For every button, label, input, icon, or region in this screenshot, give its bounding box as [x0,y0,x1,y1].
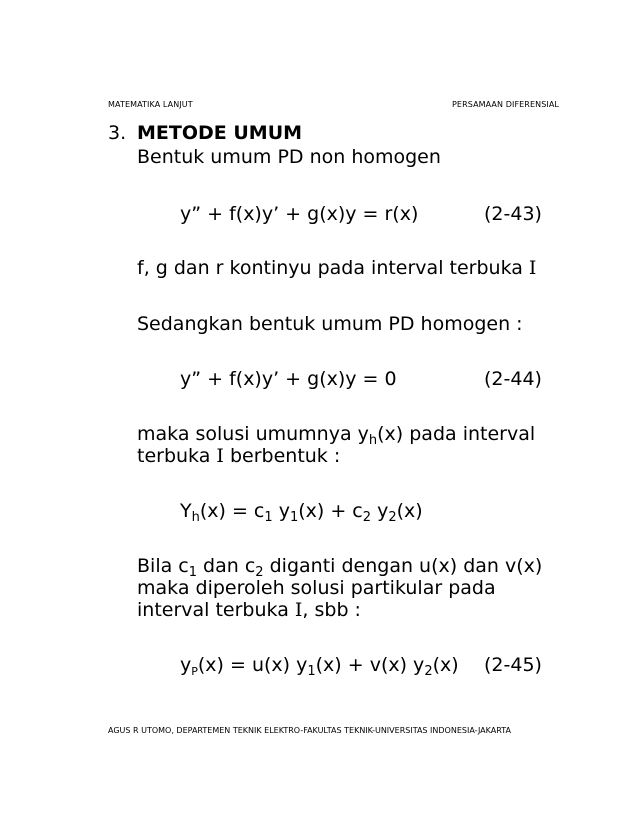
eq-part: (x) = c [199,500,265,522]
paragraph-particular-line2: maka diperoleh solusi partikular pada [137,577,496,599]
footer-text: AGUS R UTOMO, DEPARTEMEN TEKNIK ELEKTRO-FAKULTAS TEKNIK-UNIVERSITAS INDONESIA-JAKARTA [108,726,511,735]
text-part: Bila c [137,555,189,577]
interval-symbol: I [216,445,224,467]
eq-sub: 1 [307,664,316,679]
section-number: 3. [108,122,127,144]
eq-sub: h [191,510,200,525]
header-left: MATEMATIKA LANJUT [108,100,193,109]
paragraph-homogen: Sedangkan bentuk umum PD homogen : [137,313,523,335]
continuity-text: f, g dan r kontinyu pada interval terbuka [137,257,529,279]
interval-symbol: I [294,599,303,621]
eq-part: (x) = u(x) y [197,654,308,676]
paragraph-particular-line1 [137,555,543,580]
text-part: terbuka [137,445,217,467]
subscript: 1 [188,565,198,580]
text-part: maka solusi umumnya y [137,423,369,445]
eq-sub: 1 [264,510,273,525]
eq-part: (x) [396,500,423,522]
text-part: (x) pada interval [377,423,536,445]
eq-part: (x) [432,654,459,676]
equation-2-43: y” + f(x)y’ + g(x)y = r(x) [180,203,419,225]
eq-part: Y [180,500,192,522]
text-part: , sbb : [302,599,361,621]
equation-tag-2-44: (2-44) [484,368,542,390]
eq-part: (x) + c [298,500,363,522]
equation-homogeneous-solution [180,500,423,525]
equation-tag-2-45: (2-45) [484,654,542,676]
equation-tag-2-43: (2-43) [484,203,542,225]
eq-part: y [272,500,290,522]
eq-sub: 2 [388,510,397,525]
paragraph-general-solution-line2 [137,445,340,467]
section-title: METODE UMUM [137,122,303,144]
subscript: h [368,433,378,448]
equation-2-45 [180,654,459,679]
paragraph-continuity [137,257,536,279]
eq-sub: P [191,665,198,678]
eq-part: y [180,654,192,676]
text-part: diganti dengan u(x) dan v(x) [263,555,543,577]
paragraph-general-solution-line1 [137,423,536,448]
equation-2-44: y” + f(x)y’ + g(x)y = 0 [180,368,397,390]
paragraph-nonhomogen: Bentuk umum PD non homogen [137,146,441,168]
text-part: berbentuk : [223,445,341,467]
paragraph-particular-line3 [137,599,361,621]
eq-sub: 2 [424,664,433,679]
eq-sub: 1 [289,510,299,525]
text-part: dan c [197,555,256,577]
subscript: 2 [255,565,264,580]
eq-part: (x) + v(x) y [315,654,425,676]
text-part: interval terbuka [137,599,295,621]
interval-symbol: I [528,257,537,279]
eq-sub: 2 [362,510,372,525]
header-right: PERSAMAAN DIFERENSIAL [452,100,559,109]
eq-part: y [371,500,389,522]
